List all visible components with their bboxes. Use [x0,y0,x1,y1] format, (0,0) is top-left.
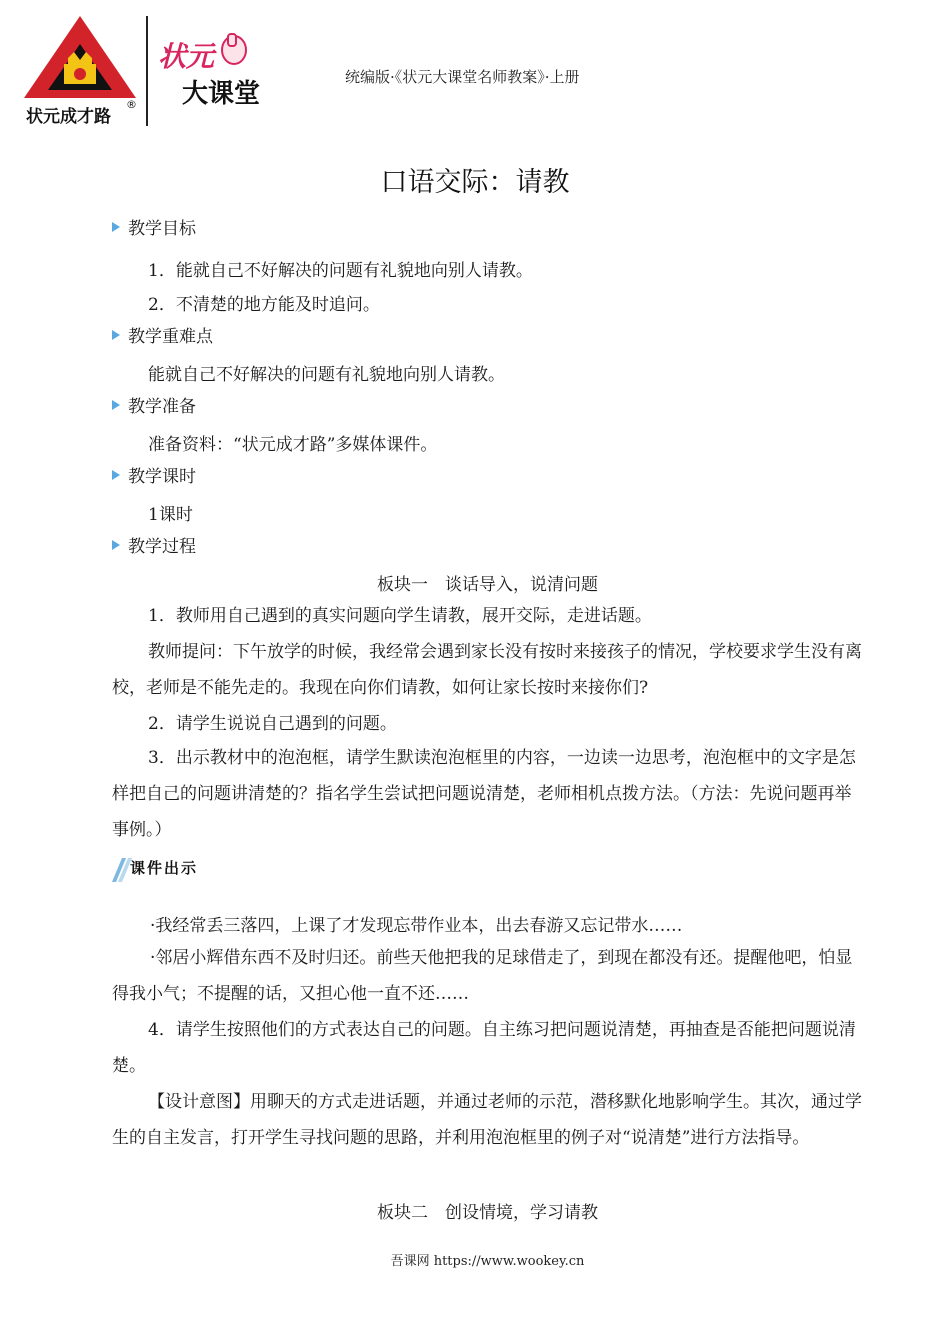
courseware-bullet: ·邻居小辉借东西不及时归还。前些天他把我的足球借走了，到现在都没有还。提醒他吧，怕显得我小气；不提醒的话，又担心他一直不还…… [112,948,853,1004]
logo-text: 状元成才路 [26,107,111,127]
triangle-bullet-icon [112,470,120,480]
brand-logo [24,14,144,132]
paragraph: 3．出示教材中的泡泡框，请学生默读泡泡框里的内容，一边读一边思考，泡泡框中的文字是怎样把自己的问题讲清楚的？指名学生尝试把问题说清楚，老师相机点拨方法。（方法：先说问题再举事例。） [112,748,856,840]
prep-text: 准备资料：“状元成才路”多媒体课件。 [148,435,438,455]
design-intent: 【设计意图】用聊天的方式走进话题，并通过老师的示范，潜移默化地影响学生。其次，通过学生的自主发言，打开学生寻找问题的思路，并利用泡泡框里的例子对“说清楚”进行方法指导。 [112,1092,862,1148]
goal-item: 2．不清楚的地方能及时追问。 [148,295,380,315]
section-heading-prep: 教学准备 [112,392,196,417]
section-heading-keypoints: 教学重难点 [112,322,213,347]
thumbs-up-icon [158,30,270,110]
header-divider [146,16,148,126]
section-heading-process: 教学过程 [112,532,196,557]
logo-emblem-icon [24,14,144,132]
paragraph: 1．教师用自己遇到的真实问题向学生请教，展开交际，走进话题。 [148,606,652,626]
registered-mark: ® [126,98,137,111]
footer-url: 吾课网 https://www.wookey.cn [390,1254,585,1269]
brand-mark [158,30,270,110]
block1-title: 板块一 谈话导入，说清问题 [377,575,598,595]
triangle-bullet-icon [112,222,120,232]
paragraph: 2．请学生说说自己遇到的问题。 [148,714,397,734]
section-heading-goals: 教学目标 [112,214,196,239]
triangle-bullet-icon [112,400,120,410]
courseware-label: 课件出示 [112,850,222,884]
triangle-bullet-icon [112,330,120,340]
paragraph: 4．请学生按照他们的方式表达自己的问题。自主练习把问题说清楚，再抽查是否能把问题说清楚。 [112,1020,856,1076]
triangle-bullet-icon [112,540,120,550]
block2-title: 板块二 创设情境，学习请教 [377,1203,598,1223]
page-title: 口语交际：请教 [380,167,570,198]
goal-item: 1．能就自己不好解决的问题有礼貌地向别人请教。 [148,261,533,281]
section-heading-hours: 教学课时 [112,462,196,487]
edition-label: 统编版·《状元大课堂名师教案》·上册 [345,68,580,86]
svg-text:大课堂: 大课堂 [182,79,261,109]
hours-text: 1课时 [148,505,193,525]
paragraph: 教师提问：下午放学的时候，我经常会遇到家长没有按时来接孩子的情况，学校要求学生没有离校，老师是不能先走的。我现在向你们请教，如何让家长按时来接你们? [112,642,862,698]
svg-text:状元: 状元 [158,40,215,73]
courseware-bullet: ·我经常丢三落四，上课了才发现忘带作业本，出去春游又忘记带水…… [150,916,683,936]
keypoints-text: 能就自己不好解决的问题有礼貌地向别人请教。 [148,365,505,385]
